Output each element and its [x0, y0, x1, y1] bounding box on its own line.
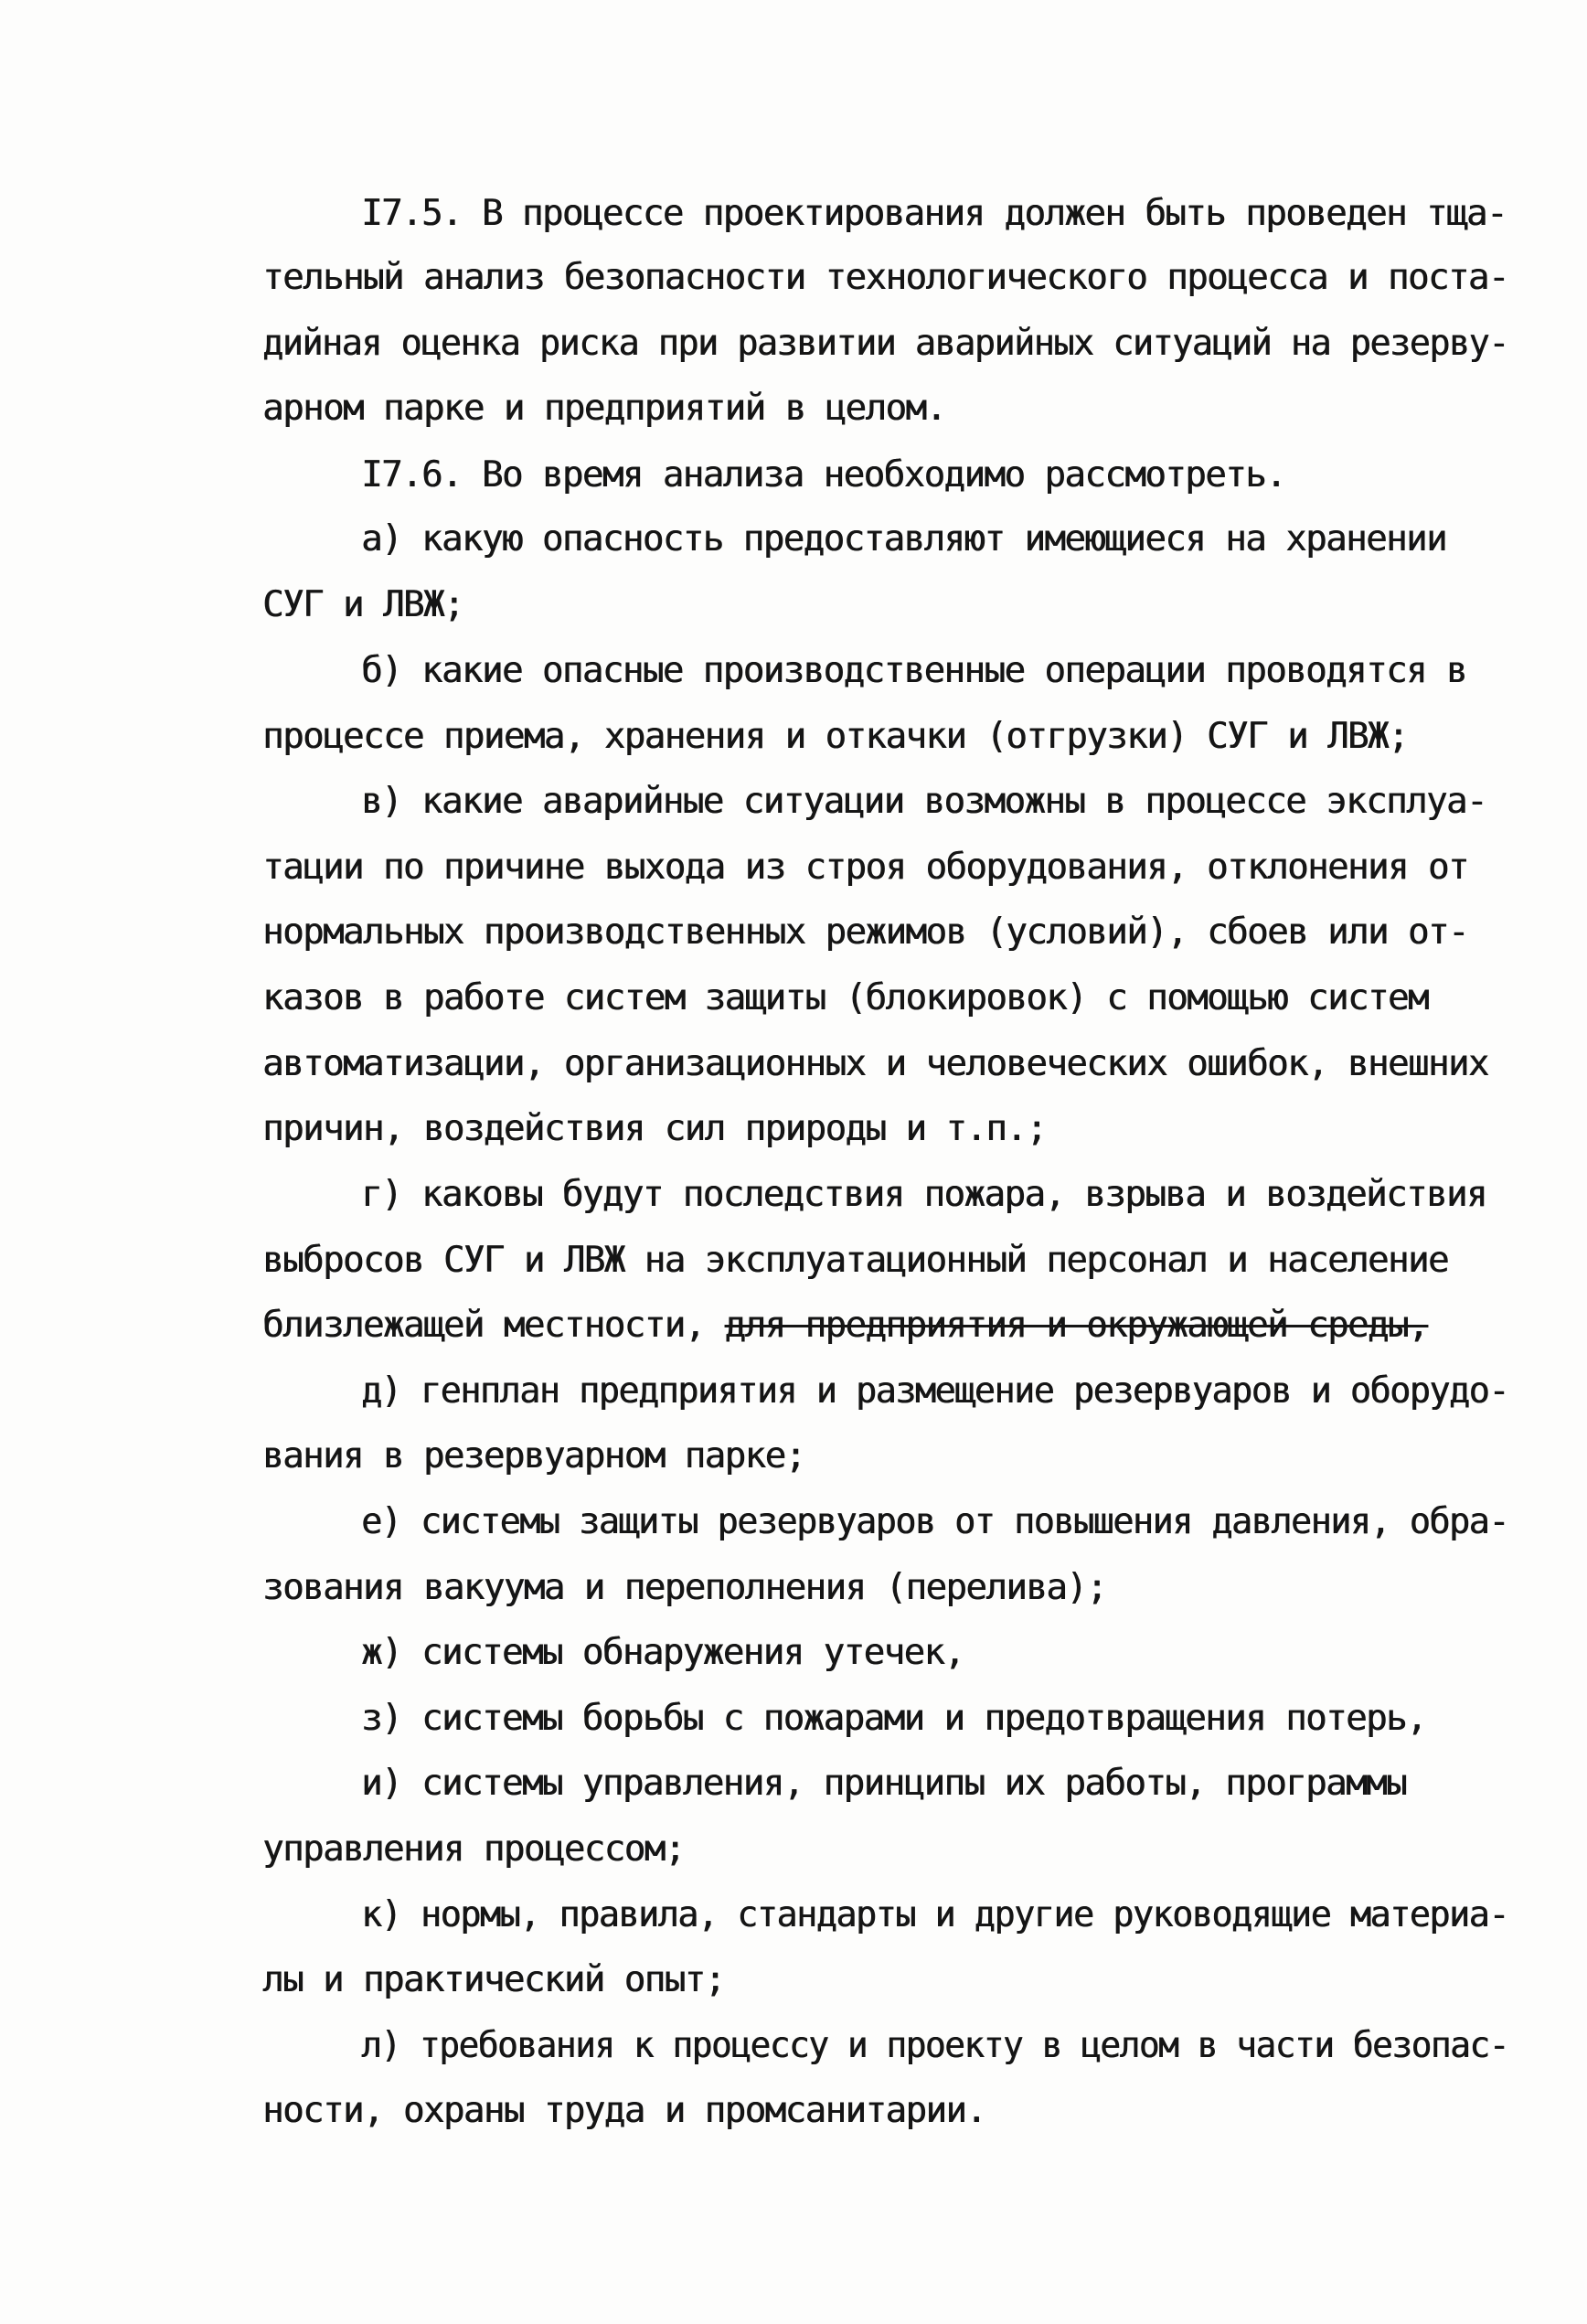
- text-line: дийная оценка риска при развитии аварийных ситуаций на резервy-: [262, 323, 1508, 364]
- text-line: д) генплан предприятия и размещение резервуаров и оборудо-: [361, 1370, 1508, 1412]
- text-line: [262, 1304, 1428, 1348]
- text-line: I7.5. В процессе проектирования должен быть проведен тща-: [361, 193, 1507, 234]
- text-line: I7.6. Во время анализа необходимо рассмотреть.: [361, 454, 1286, 496]
- text-line: з) системы борьбы с пожарами и предотвращения потерь,: [361, 1698, 1426, 1739]
- text-line: лы и практический опыт;: [262, 1959, 725, 2000]
- text-line: е) системы защиты резервуаров от повышения давления, обра-: [361, 1501, 1508, 1542]
- text-line: к) нормы, правила, стандарты и другие руководящие материа-: [361, 1894, 1508, 1935]
- text-line: в) какие аварийные ситуации возможны в процессе эксплуа-: [361, 781, 1486, 822]
- text-line: а) какую опасность предоставляют имеющиеся на хранении: [361, 518, 1446, 560]
- text-line: причин, воздействия сил природы и т.п.;: [262, 1108, 1047, 1149]
- text-line: выбросов СУГ и ЛВЖ на эксплуатационный персонал и население: [262, 1240, 1448, 1281]
- text-line: тации по причине выхода из строя оборудования, отклонения от: [262, 847, 1468, 888]
- text-line: арном парке и предприятий в целом.: [262, 388, 946, 429]
- text-line: казов в работе систем защиты (блокировок) с помощью систем: [262, 977, 1428, 1018]
- text-line: автоматизации, организационных и человеческих ошибок, внешних: [262, 1043, 1488, 1084]
- text-line: вания в резервуарном парке;: [262, 1435, 805, 1476]
- text-line: управления процессом;: [262, 1828, 685, 1870]
- text-line: г) каковы будут последствия пожара, взрыва и воздействия: [361, 1174, 1486, 1215]
- text-line: и) системы управления, принципы их работы, программы: [361, 1763, 1406, 1804]
- text-line: СУГ и ЛВЖ;: [262, 584, 463, 625]
- text-line: ности, охраны труда и промсанитарии.: [262, 2090, 986, 2131]
- text-line: нормальных производственных режимов (условий), сбоев или от-: [262, 911, 1468, 953]
- text-line: ж) системы обнаружения утечек,: [361, 1632, 964, 1673]
- struck-text: для предприятия и окружающей среды,: [724, 1305, 1428, 1346]
- text-line: тельный анализ безопасности технологического процесса и поста-: [262, 257, 1508, 298]
- text-line: л) требования к процессу и проекту в целом в части безопас-: [361, 2025, 1508, 2066]
- text-line-part: близлежащей местности,: [262, 1305, 705, 1346]
- text-line: зования вакуума и переполнения (перелива);: [262, 1567, 1107, 1608]
- text-line: процессе приема, хранения и откачки (отгрузки) СУГ и ЛВЖ;: [262, 716, 1408, 757]
- text-line: б) какие опасные производственные операции проводятся в: [361, 650, 1466, 691]
